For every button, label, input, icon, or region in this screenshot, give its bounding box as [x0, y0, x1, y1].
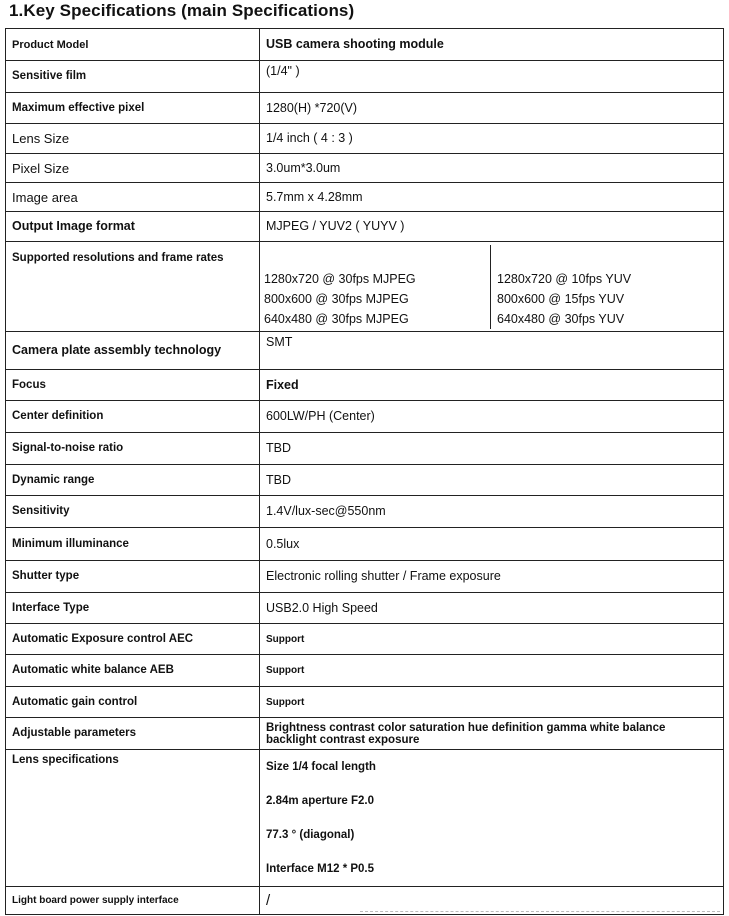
spec-value: 5.7mm x 4.28mm	[260, 183, 724, 212]
spec-value: USB camera shooting module	[260, 29, 724, 61]
spec-table	[5, 28, 724, 915]
spec-label: Interface Type	[6, 593, 260, 624]
spec-value: Support	[260, 655, 724, 687]
spec-label: Image area	[6, 183, 260, 212]
spec-value: Brightness contrast color saturation hue definition gamma white balance backlight contrast exposure	[260, 718, 724, 750]
spec-label: Supported resolutions and frame rates	[6, 242, 260, 332]
lens-spec-cell	[260, 750, 724, 887]
spec-value: 600LW/PH (Center)	[260, 401, 724, 433]
list-item: 800x600 @ 30fps MJPEG	[264, 291, 409, 306]
spec-label: Automatic Exposure control AEC	[6, 624, 260, 655]
spec-label: Automatic white balance AEB	[6, 655, 260, 687]
spec-label: Light board power supply interface	[6, 887, 260, 915]
spec-label: Pixel Size	[6, 154, 260, 183]
table-row	[6, 370, 724, 401]
list-item: Size 1/4 focal length	[266, 760, 376, 773]
table-row	[6, 61, 724, 93]
table-row	[6, 29, 724, 61]
spec-label: Lens specifications	[6, 750, 260, 887]
table-row	[6, 593, 724, 624]
table-row	[6, 655, 724, 687]
spec-value: SMT	[260, 332, 724, 370]
spec-label: Minimum illuminance	[6, 528, 260, 561]
spec-label: Sensitive film	[6, 61, 260, 93]
table-row	[6, 687, 724, 718]
spec-value: 0.5lux	[260, 528, 724, 561]
spec-value: /	[260, 887, 724, 915]
table-row	[6, 718, 724, 750]
table-row	[6, 183, 724, 212]
spec-label: Product Model	[6, 29, 260, 61]
list-item: 77.3 ° (diagonal)	[266, 828, 355, 841]
table-row	[6, 154, 724, 183]
table-row	[6, 242, 724, 332]
resolutions-cell	[260, 242, 724, 332]
list-item: 640x480 @ 30fps YUV	[497, 311, 625, 326]
spec-value: Support	[260, 687, 724, 718]
list-item: 1280x720 @ 30fps MJPEG	[264, 271, 416, 286]
table-row	[6, 561, 724, 593]
spec-label: Camera plate assembly technology	[6, 332, 260, 370]
spec-value: TBD	[260, 465, 724, 496]
spec-value: USB2.0 High Speed	[260, 593, 724, 624]
list-item: 640x480 @ 30fps MJPEG	[264, 311, 409, 326]
table-row	[6, 750, 724, 887]
spec-label: Center definition	[6, 401, 260, 433]
table-row	[6, 433, 724, 465]
spec-value: MJPEG / YUV2 ( YUYV )	[260, 212, 724, 242]
spec-label: Maximum effective pixel	[6, 93, 260, 124]
spec-value: 1280(H) *720(V)	[260, 93, 724, 124]
spec-label: Dynamic range	[6, 465, 260, 496]
spec-label: Sensitivity	[6, 496, 260, 528]
spec-label: Output Image format	[6, 212, 260, 242]
spec-label: Adjustable parameters	[6, 718, 260, 750]
yuv-list	[490, 245, 723, 329]
spec-label: Focus	[6, 370, 260, 401]
table-row	[6, 212, 724, 242]
spec-value: 1.4V/lux-sec@550nm	[260, 496, 724, 528]
table-row	[6, 124, 724, 154]
table-row	[6, 93, 724, 124]
spec-value: 3.0um*3.0um	[260, 154, 724, 183]
spec-value: 1/4 inch ( 4 : 3 )	[260, 124, 724, 154]
spec-value: Fixed	[260, 370, 724, 401]
list-item: 1280x720 @ 10fps YUV	[497, 271, 632, 286]
table-row	[6, 465, 724, 496]
spec-value: TBD	[260, 433, 724, 465]
divider	[360, 911, 720, 912]
mjpeg-list	[260, 245, 490, 329]
table-row	[6, 496, 724, 528]
spec-label: Automatic gain control	[6, 687, 260, 718]
list-item: Interface M12 * P0.5	[266, 862, 375, 875]
table-row	[6, 401, 724, 433]
list-item: 2.84m aperture F2.0	[266, 794, 375, 807]
spec-value: Support	[260, 624, 724, 655]
list-item: 800x600 @ 15fps YUV	[497, 291, 625, 306]
spec-value: (1/4" )	[260, 61, 724, 93]
table-row	[6, 624, 724, 655]
spec-label: Signal-to-noise ratio	[6, 433, 260, 465]
spec-value: Electronic rolling shutter / Frame exposure	[260, 561, 724, 593]
table-row	[6, 332, 724, 370]
table-row	[6, 528, 724, 561]
spec-label: Lens Size	[6, 124, 260, 154]
spec-label: Shutter type	[6, 561, 260, 593]
page-title: 1.Key Specifications (main Specifications)	[9, 1, 355, 20]
